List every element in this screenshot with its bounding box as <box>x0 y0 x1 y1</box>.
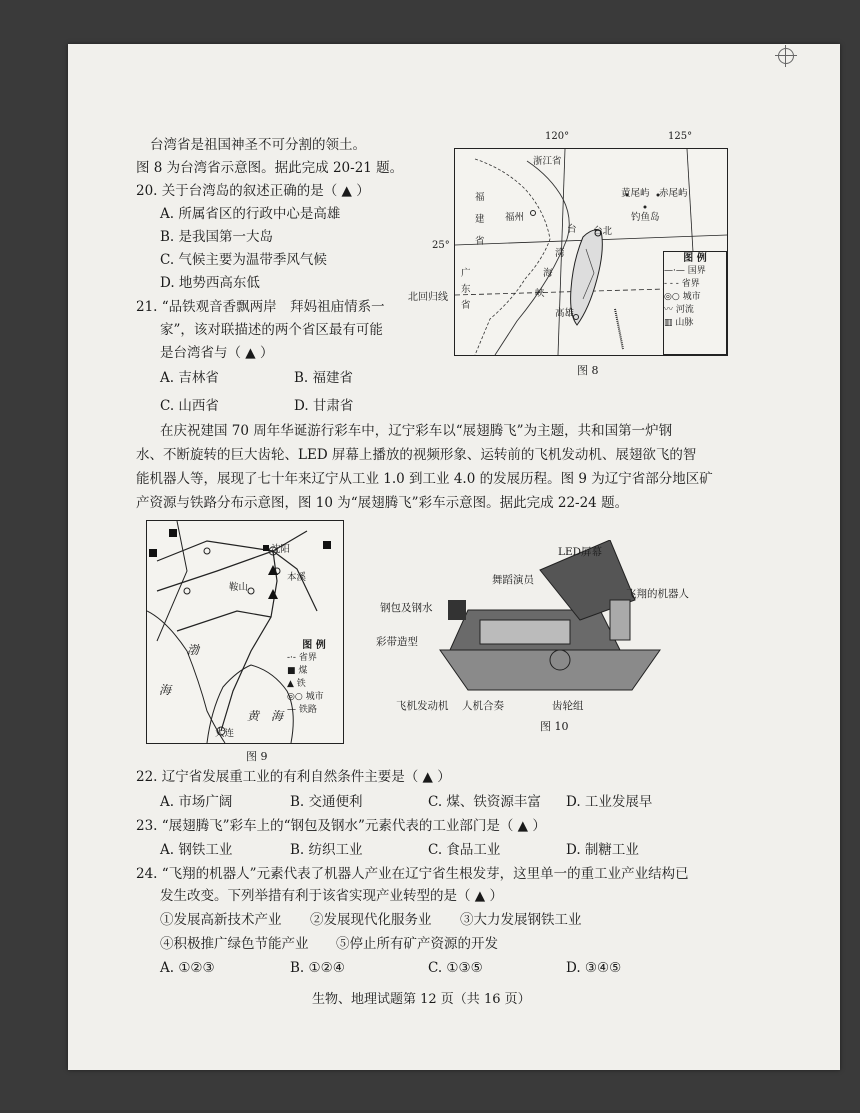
fig8-legend-mountain-text: 山脉 <box>675 318 694 328</box>
fig9-legend-province: -·- 省界 <box>287 653 317 663</box>
q24-item-4: ④积极推广绿色节能产业 <box>160 936 309 952</box>
fig8-legend-mountain: ▥ 山脉 <box>664 318 694 328</box>
fig8-legend-border-text: 国界 <box>687 266 706 276</box>
fig8-zhejiang-label: 浙江省 <box>533 156 562 167</box>
figure-8-taiwan-map <box>454 148 728 356</box>
q23-stem: 23. “展翅腾飞”彩车上的“钢包及钢水”元素代表的工业部门是（ ▲ ） <box>136 818 546 834</box>
q21-stem-2: 家”，该对联描述的两个省区最有可能 <box>160 322 383 338</box>
q24-option-b: B. ①②④ <box>290 960 345 976</box>
intro-line-2: 图 8 为台湾省示意图。据此完成 20-21 题。 <box>136 160 404 176</box>
q24-stem-2: 发生改变。下列举措有利于该省实现产业转型的是（ ▲ ） <box>160 888 503 904</box>
fig8-diaoyudao-label: 钓鱼岛 <box>631 212 660 223</box>
q23-option-d: D. 制糖工业 <box>566 842 639 858</box>
figure-9-liaoning-map <box>146 520 344 744</box>
fig10-gear-label: 齿轮组 <box>552 700 584 712</box>
figure-10-parade-float <box>420 540 710 720</box>
q24-stem-1: 24. “飞翔的机器人”元素代表了机器人产业在辽宁省生根发芽，这里单一的重工业产业结构已 <box>136 866 689 882</box>
passage-line-1: 在庆祝建国 70 周年华诞游行彩车中，辽宁彩车以“展翅腾飞”为主题，共和国第一炉钢 <box>160 423 673 439</box>
fig8-dong-label: 东 <box>461 284 471 295</box>
fig9-legend-railway: — 铁路 <box>287 705 317 715</box>
q22-option-d: D. 工业发展早 <box>566 794 653 810</box>
q24-option-c: C. ①③⑤ <box>428 960 483 976</box>
fig8-guang-label: 广 <box>461 268 471 279</box>
fig10-dancer-label: 舞蹈演员 <box>492 574 534 586</box>
fig9-legend-railway-text: 铁路 <box>298 705 317 715</box>
fig8-taibei-label: 台北 <box>593 226 613 237</box>
fig8-xia-label: 峡 <box>535 288 545 299</box>
fig10-ladle-label: 钢包及钢水 <box>380 602 433 614</box>
fig8-legend-title: 图 例 <box>683 253 707 264</box>
q21-option-c: C. 山西省 <box>160 398 219 414</box>
intro-line-1: 台湾省是祖国神圣不可分割的领土。 <box>150 137 366 153</box>
fig8-legend-city: ◎○ 城市 <box>664 292 701 302</box>
fig9-legend-city: ◎○ 城市 <box>287 692 324 702</box>
fig9-bo-label: 渤 <box>187 643 200 657</box>
fig10-engine-label: 飞机发动机 <box>396 700 449 712</box>
q21-option-d: D. 甘肃省 <box>294 398 354 414</box>
q21-stem-3: 是台湾省与（ ▲ ） <box>160 345 274 361</box>
fig10-robot-label: 飞翔的机器人 <box>626 588 689 600</box>
q20-option-c: C. 气候主要为温带季风气候 <box>160 252 327 268</box>
fig10-caption: 图 10 <box>540 720 569 733</box>
q20-option-b: B. 是我国第一大岛 <box>160 229 274 245</box>
passage-line-4: 产资源与铁路分布示意图，图 10 为“展翅腾飞”彩车示意图。据此完成 22-24 题。 <box>136 495 629 511</box>
fig9-anshan-label: 鞍山 <box>229 582 249 593</box>
fig9-caption: 图 9 <box>246 750 268 763</box>
q21-stem-1: 21. “品铁观音香飘两岸 拜妈祖庙情系一 <box>136 299 385 315</box>
q21-option-b: B. 福建省 <box>294 370 354 386</box>
fig9-huang-label: 黄 <box>247 709 260 723</box>
q22-stem: 22. 辽宁省发展重工业的有利自然条件主要是（ ▲ ） <box>136 769 451 785</box>
fig9-legend-coal-text: 煤 <box>298 666 308 676</box>
fig8-legend-province: - - - 省界 <box>664 279 700 289</box>
fig9-dalian-label: 大连 <box>215 728 235 739</box>
fig9-legend-iron-text: 铁 <box>296 679 306 689</box>
fig9-huanghai-hai-label: 海 <box>271 709 284 723</box>
fig8-chiweiyu-label: 赤尾屿 <box>659 188 688 199</box>
fig8-tai-label: 台 <box>567 224 577 235</box>
q22-option-b: B. 交通便利 <box>290 794 363 810</box>
fig8-fu-label: 福 <box>475 192 485 203</box>
fig8-legend-border: —·— 国界 <box>664 266 706 276</box>
fig9-legend-city-text: 城市 <box>305 692 324 702</box>
q23-option-a: A. 钢铁工业 <box>160 842 233 858</box>
q24-item-2: ②发展现代化服务业 <box>310 912 432 928</box>
q24-item-3: ③大力发展钢铁工业 <box>460 912 582 928</box>
passage-line-2: 水、不断旋转的巨大齿轮、LED 屏幕上播放的视频形象、运转前的飞机发动机、展翅欲飞的智 <box>136 447 697 463</box>
fig8-lat-25: 25° <box>432 240 450 251</box>
fig8-gaoxiong-label: 高雄 <box>555 308 575 319</box>
fig8-guangdong-sheng-label: 省 <box>461 300 471 311</box>
fig9-legend-iron: ▲ 铁 <box>287 679 306 689</box>
fig8-caption: 图 8 <box>577 364 599 377</box>
fig9-legend-title: 图 例 <box>302 640 326 651</box>
fig8-legend-river-text: 河流 <box>675 305 694 315</box>
fig9-benxi-label: 本溪 <box>287 572 307 583</box>
fig8-hai-label: 海 <box>543 268 553 279</box>
fig10-led-label: LED屏幕 <box>558 546 603 558</box>
fig8-sheng-label: 省 <box>475 236 485 247</box>
fig8-legend-river: 〰 河流 <box>664 305 694 315</box>
q24-option-a: A. ①②③ <box>160 960 215 976</box>
fig8-legend <box>663 251 727 355</box>
q22-option-a: A. 市场广阔 <box>160 794 233 810</box>
registration-mark-icon <box>778 48 794 64</box>
fig8-lon-120: 120° <box>545 131 570 142</box>
fig9-legend-province-text: 省界 <box>298 653 317 663</box>
fig8-huangweiyu-label: 黄尾屿 <box>621 188 650 199</box>
fig8-wan-label: 湾 <box>555 248 565 259</box>
q20-option-a: A. 所属省区的行政中心是高雄 <box>160 206 341 222</box>
fig8-jian-label: 建 <box>475 214 485 225</box>
fig8-lon-125: 125° <box>668 131 693 142</box>
passage-line-3: 能机器人等，展现了七十年来辽宁从工业 1.0 到工业 4.0 的发展历程。图 9 为辽宁省部分地区矿 <box>136 471 713 487</box>
page-footer: 生物、地理试题第 12 页（共 16 页） <box>312 992 531 1007</box>
q24-item-1: ①发展高新技术产业 <box>160 912 282 928</box>
fig8-legend-city-text: 城市 <box>682 292 701 302</box>
q22-option-c: C. 煤、铁资源丰富 <box>428 794 541 810</box>
fig8-tropic-label: 北回归线 <box>408 292 448 303</box>
fig9-shenyang-label: 沈阳 <box>271 544 291 555</box>
fig9-legend <box>287 639 341 739</box>
q21-option-a: A. 吉林省 <box>160 370 219 386</box>
q23-option-c: C. 食品工业 <box>428 842 501 858</box>
fig8-fuzhou-label: 福州 <box>505 212 525 223</box>
q20-option-d: D. 地势西高东低 <box>160 275 260 291</box>
q24-item-5: ⑤停止所有矿产资源的开发 <box>336 936 498 952</box>
q24-option-d: D. ③④⑤ <box>566 960 622 976</box>
q23-option-b: B. 纺织工业 <box>290 842 363 858</box>
fig10-ribbon-label: 彩带造型 <box>376 636 418 648</box>
fig10-ensemble-label: 人机合奏 <box>462 700 504 712</box>
q20-stem: 20. 关于台湾岛的叙述正确的是（ ▲ ） <box>136 183 370 199</box>
fig8-legend-province-text: 省界 <box>681 279 700 289</box>
fig9-bohai-hai-label: 海 <box>159 683 172 697</box>
fig9-legend-coal: ■ 煤 <box>287 666 308 676</box>
